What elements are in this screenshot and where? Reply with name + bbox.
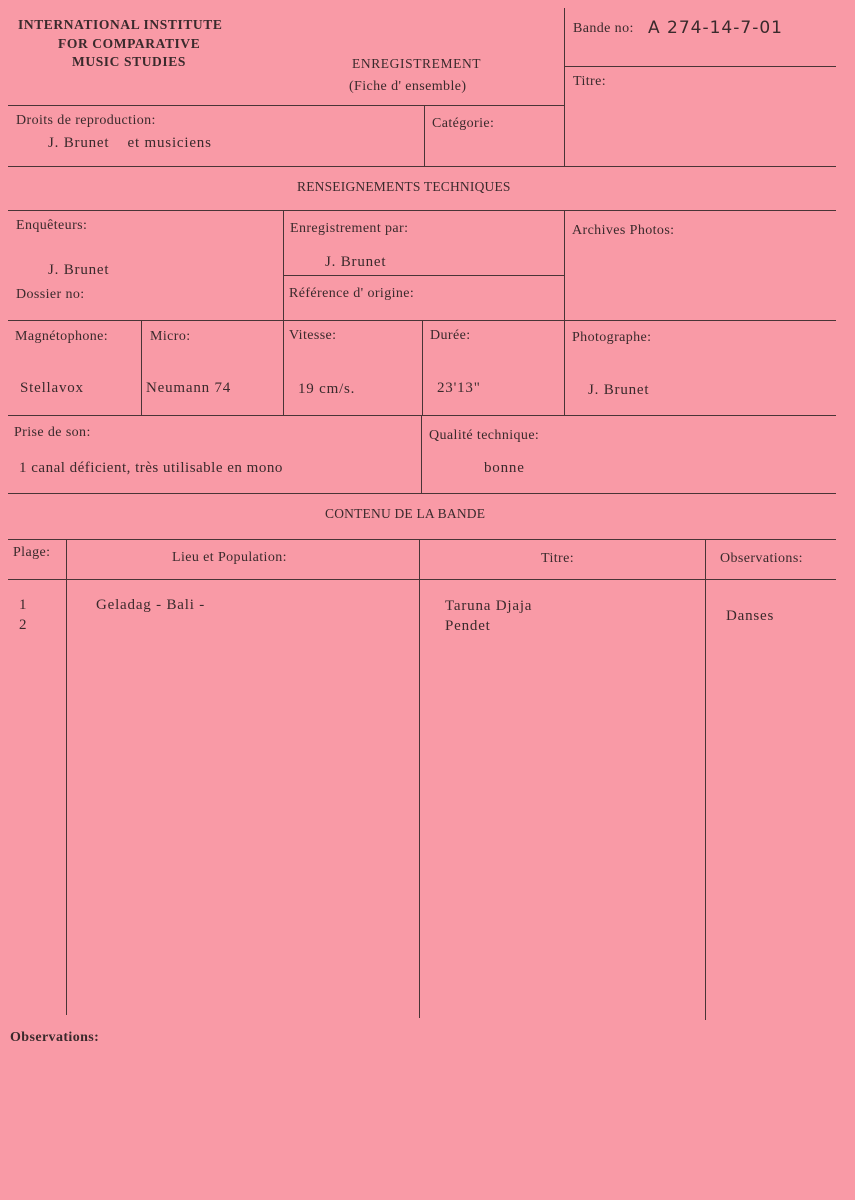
duree-value: 23'13" — [437, 380, 481, 396]
table-top-line — [8, 539, 836, 540]
prise-de-son-value: 1 canal déficient, très utilisable en mono — [19, 460, 283, 476]
magnetophone-value: Stellavox — [20, 380, 84, 396]
enqueteurs-divider — [283, 210, 284, 415]
droits-value: J. Brunet et musiciens — [48, 135, 212, 151]
archives-divider — [564, 210, 565, 415]
droits-bottom-line — [8, 166, 836, 167]
qualite-value: bonne — [484, 460, 525, 476]
institute-line-3: MUSIC STUDIES — [72, 54, 186, 69]
bande-underline — [564, 66, 836, 67]
categorie-label: Catégorie: — [432, 116, 495, 131]
prise-de-son-label: Prise de son: — [14, 425, 91, 440]
observations-label: Observations: — [10, 1030, 100, 1045]
vitesse-divider — [422, 320, 423, 415]
enregistrement-par-value: J. Brunet — [325, 254, 387, 270]
row-titre: Pendet — [445, 618, 491, 634]
archives-label: Archives Photos: — [572, 223, 675, 238]
institute-line-2: FOR COMPARATIVE — [58, 36, 201, 51]
enqueteurs-value: J. Brunet — [48, 262, 110, 278]
qualite-label: Qualité technique: — [429, 428, 540, 443]
enqueteurs-label: Enquêteurs: — [16, 218, 88, 233]
table-header-titre: Titre: — [541, 551, 575, 566]
row-observations: Danses — [726, 608, 775, 624]
vitesse-label: Vitesse: — [289, 328, 337, 343]
bande-label: Bande no: — [573, 21, 634, 36]
droits-label: Droits de reproduction: — [16, 113, 156, 128]
table-header-plage: Plage: — [13, 545, 51, 560]
equipment-bottom-line — [8, 415, 836, 416]
technique-bottom-line — [8, 493, 836, 494]
droits-categorie-divider — [424, 105, 425, 166]
institute-line-1: INTERNATIONAL INSTITUTE — [18, 17, 223, 32]
table-col-divider-2 — [419, 539, 420, 1018]
duree-label: Durée: — [430, 328, 471, 343]
header-right-divider — [564, 8, 565, 166]
form-subtitle: (Fiche d' ensemble) — [349, 79, 467, 94]
micro-value: Neumann 74 — [146, 380, 232, 396]
row-titre: Taruna Djaja — [445, 598, 533, 614]
vitesse-value: 19 cm/s. — [298, 381, 356, 397]
micro-label: Micro: — [150, 329, 191, 344]
enregistrement-par-underline — [283, 275, 564, 276]
row-lieu: Geladag - Bali - — [96, 597, 206, 613]
form-title: ENREGISTREMENT — [352, 56, 482, 71]
section-technique-title: RENSEIGNEMENTS TECHNIQUES — [297, 179, 511, 194]
prise-qualite-divider — [421, 415, 422, 493]
section-contenu-title: CONTENU DE LA BANDE — [325, 506, 486, 521]
dossier-label: Dossier no: — [16, 287, 85, 302]
table-header-lieu: Lieu et Population: — [172, 550, 287, 565]
table-header-observations: Observations: — [720, 551, 803, 566]
table-col-divider-1 — [66, 539, 67, 1015]
row-plage: 2 — [19, 617, 28, 633]
header-bottom-line — [8, 105, 564, 106]
table-header-line — [8, 579, 836, 580]
magnetophone-divider — [141, 320, 142, 415]
magnetophone-label: Magnétophone: — [15, 329, 109, 344]
photographe-label: Photographe: — [572, 330, 652, 345]
row-plage: 1 — [19, 597, 28, 613]
table-col-divider-3 — [705, 539, 706, 1020]
technique-top-line — [8, 210, 836, 211]
reference-label: Référence d' origine: — [289, 286, 415, 301]
enregistrement-par-label: Enregistrement par: — [290, 221, 409, 236]
titre-top-label: Titre: — [573, 74, 607, 89]
photographe-value: J. Brunet — [588, 382, 650, 398]
bande-value: A 274-14-7-01 — [648, 18, 783, 38]
